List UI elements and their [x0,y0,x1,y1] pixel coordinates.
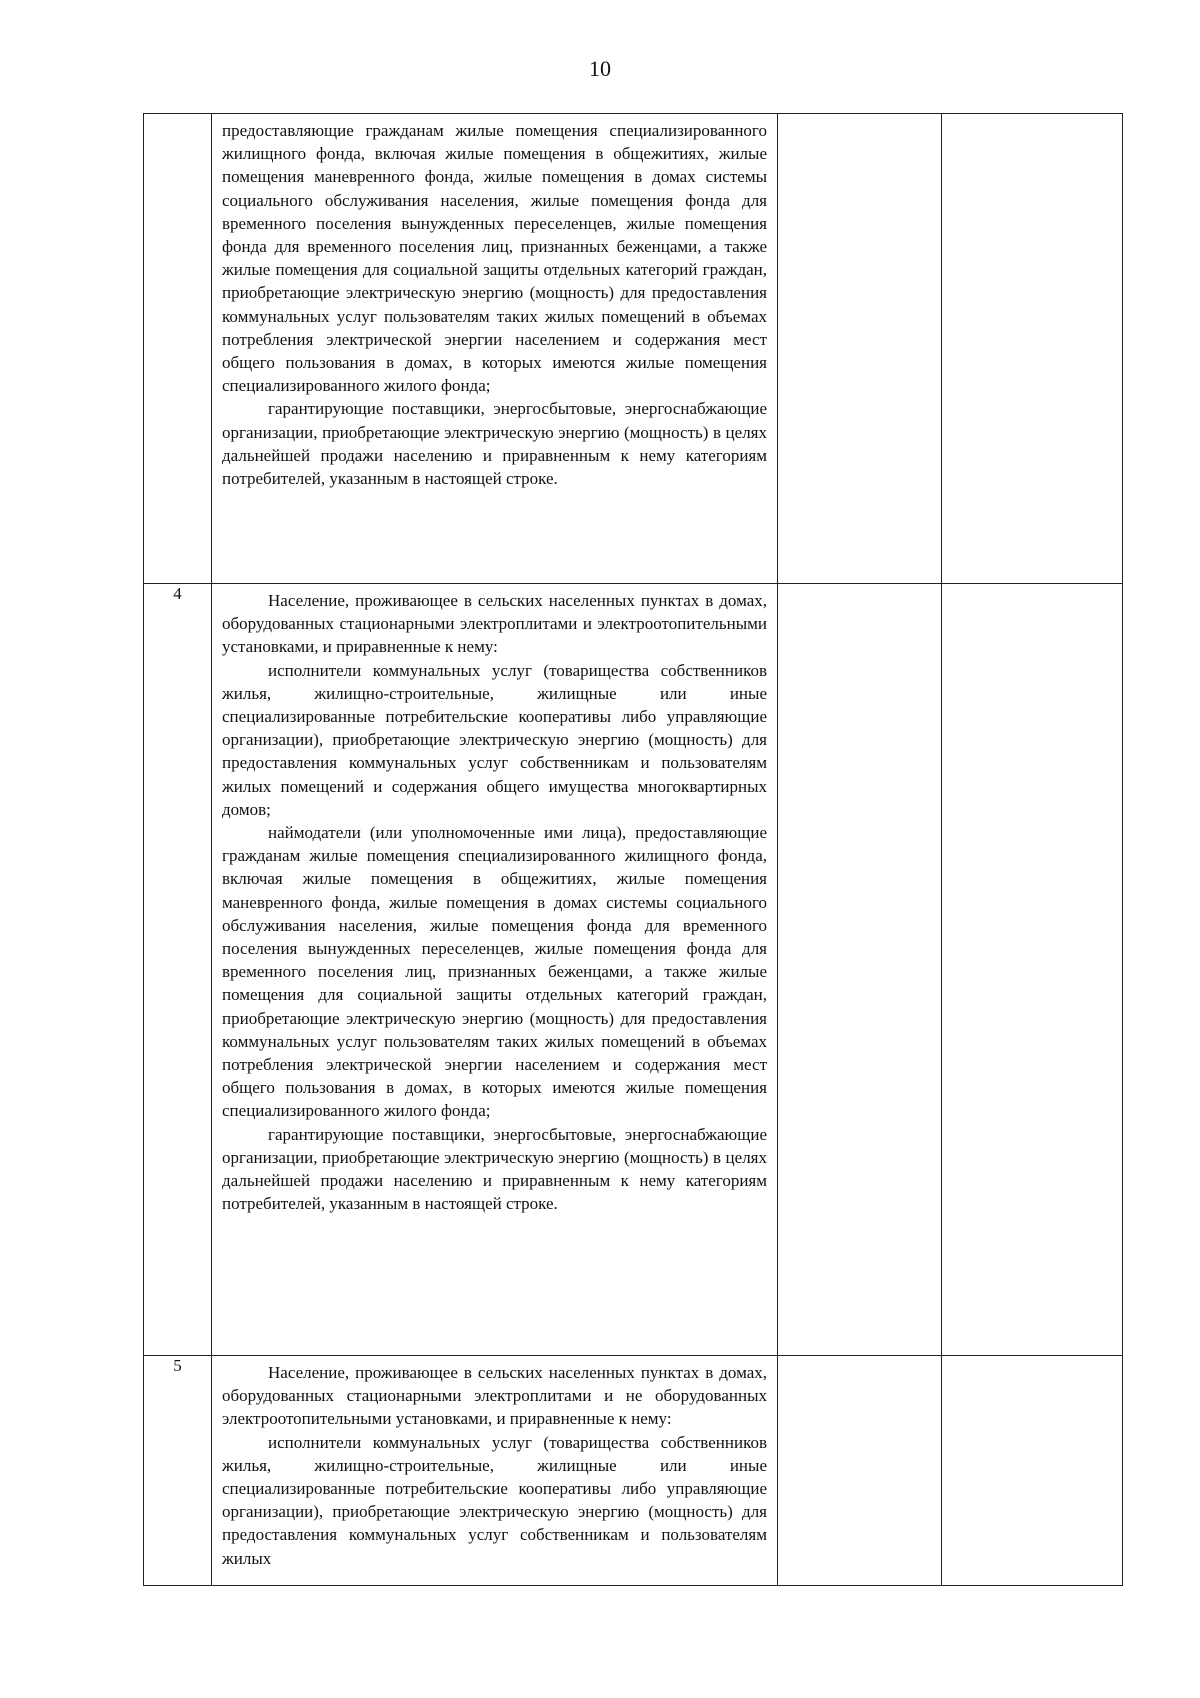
empty-cell [778,1356,942,1586]
paragraph: исполнители коммунальных услуг (товарищества собственников жилья, жилищно-строительные, жилищные или иные специализированные потребительские кооперативы либо управляющие организации), приобретающие электрическую энергию (мощность) для предоставления коммунальных услуг собственникам и пользователям жилых помещений и содержания общего имущества многоквартирных домов; [222,660,767,819]
paragraph: гарантирующие поставщики, энергосбытовые, энергоснабжающие организации, приобретающие электрическую энергию (мощность) в целях дальнейшей продажи населению и приравненным к нему категориям потребителей, указанным в настоящей строке. [222,1124,767,1214]
empty-cell [778,114,942,584]
consumer-description-cell [212,114,778,584]
paragraph: исполнители коммунальных услуг (товарищества собственников жилья, жилищно-строительные, жилищные или иные специализированные потребительские кооперативы либо управляющие организации), приобретающие электрическую энергию (мощность) для предоставления коммунальных услуг собственникам и пользователям жилых [222,1432,767,1568]
empty-cell [778,584,942,1356]
empty-cell [942,114,1123,584]
table-row [144,1356,1123,1586]
empty-cell [942,584,1123,1356]
paragraph: Население, проживающее в сельских населенных пунктах в домах, оборудованных стационарными электроплитами и не оборудованных электроотопительными установками, и приравненные к нему: [222,1363,767,1429]
row-number-cell: 4 [144,584,212,1356]
row-number-cell: 5 [144,1356,212,1586]
row-number-cell [144,114,212,584]
empty-cell [942,1356,1123,1586]
paragraph: предоставляющие гражданам жилые помещения специализированного жилищного фонда, включая жилые помещения в общежитиях, жилые помещения маневренного фонда, жилые помещения в домах системы социального обслуживания населения, жилые помещения фонда для временного поселения вынужденных переселенцев, жилые помещения фонда для временного поселения лиц, признанных беженцами, а также жилые помещения для социальной защиты отдельных категорий граждан, приобретающие электрическую энергию (мощность) для предоставления коммунальных услуг пользователям таких жилых помещений в объемах потребления электрической энергии населением и содержания мест общего пользования в домах, в которых имеются жилые помещения специализированного жилого фонда; [222,121,767,396]
paragraph: Население, проживающее в сельских населенных пунктах в домах, оборудованных стационарными электроплитами и электроотопительными установками, и приравненные к нему: [222,591,767,657]
consumer-description-cell [212,1356,778,1586]
page-number: 10 [589,56,611,81]
paragraph: гарантирующие поставщики, энергосбытовые, энергоснабжающие организации, приобретающие электрическую энергию (мощность) в целях дальнейшей продажи населению и приравненным к нему категориям потребителей, указанным в настоящей строке. [222,399,767,489]
paragraph: наймодатели (или уполномоченные ими лица), предоставляющие гражданам жилые помещения специализированного жилищного фонда, включая жилые помещения в общежитиях, жилые помещения маневренного фонда, жилые помещения в домах системы социального обслуживания населения, жилые помещения фонда для временного поселения вынужденных переселенцев, жилые помещения фонда для временного поселения лиц, признанных беженцами, а также жилые помещения для социальной защиты отдельных категорий граждан, приобретающие электрическую энергию (мощность) для предоставления коммунальных услуг пользователям таких жилых помещений в объемах потребления электрической энергии населением и содержания мест общего пользования в домах, в которых имеются жилые помещения специализированного жилого фонда; [222,823,767,1121]
tariff-table [143,113,1123,1586]
consumer-description-cell [212,584,778,1356]
table-row [144,584,1123,1356]
table-row [144,114,1123,584]
